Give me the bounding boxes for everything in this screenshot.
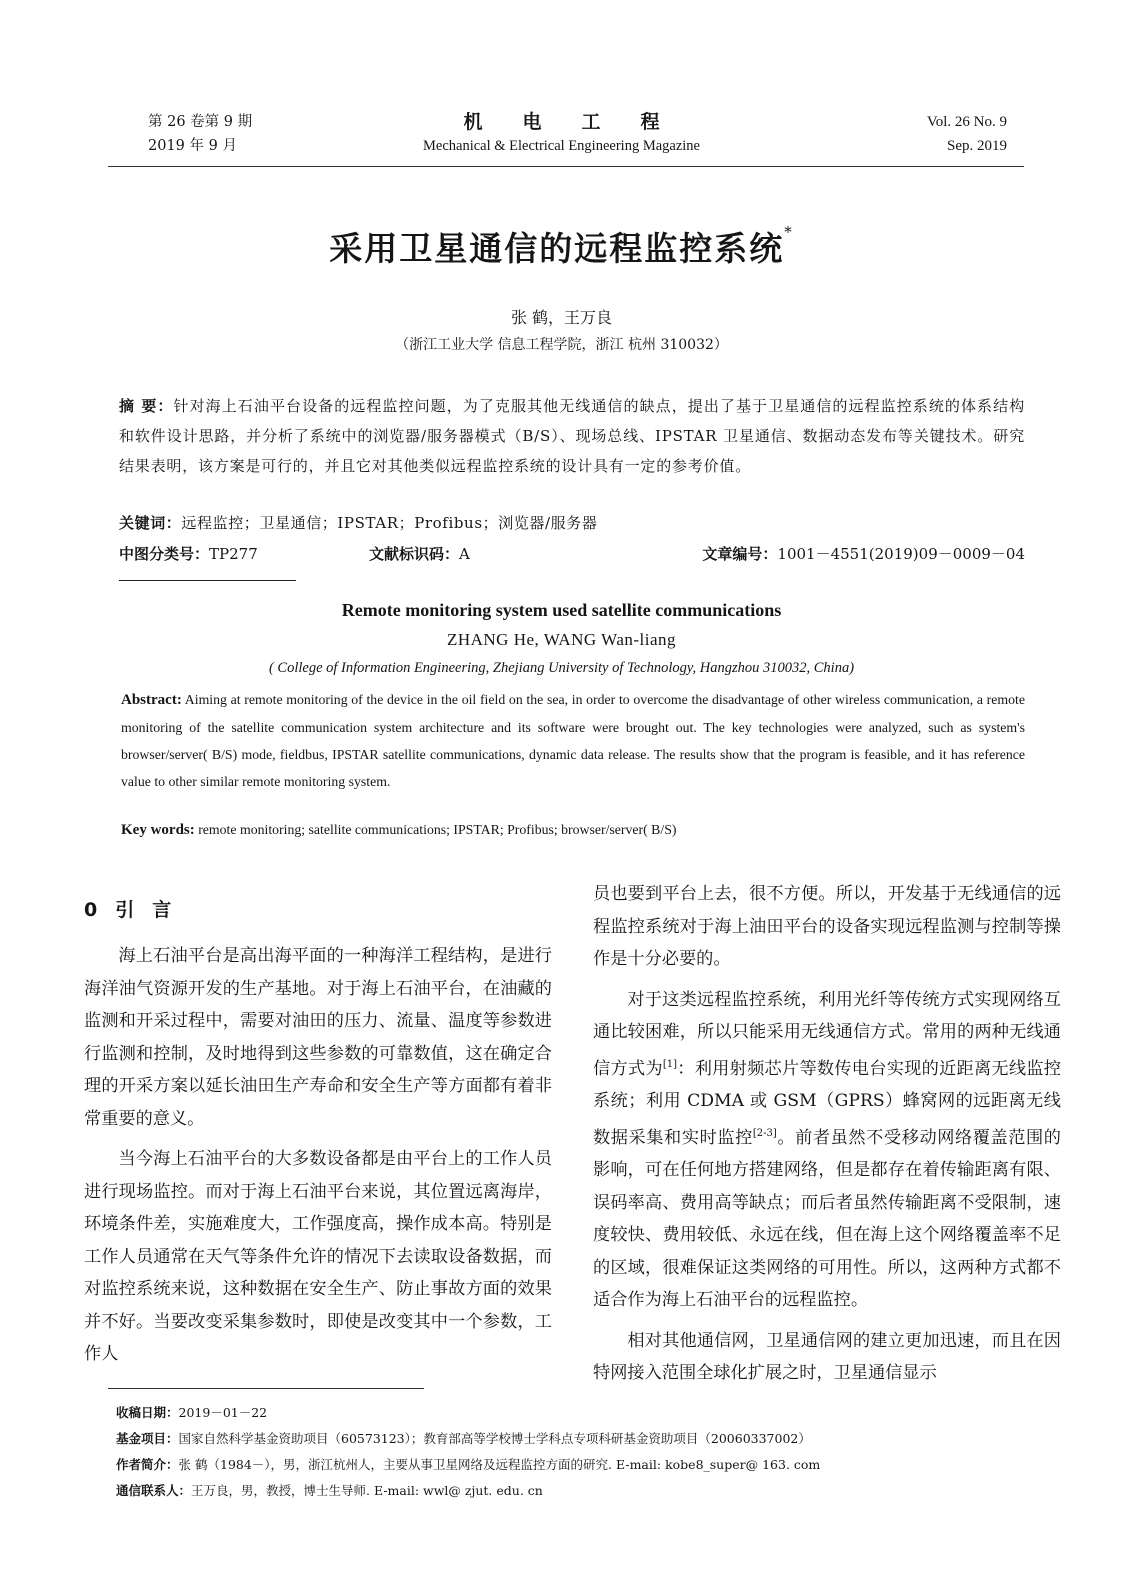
document-code [369,543,470,564]
classification-row [119,543,1025,564]
footnotes [116,1400,1026,1504]
body-column-left [84,900,552,1371]
english-keywords [121,822,676,839]
received-value: 2019－01－22 [178,1405,268,1420]
body-column-right [593,878,1061,1390]
keywords-cn-text: 远程监控；卫星通信；IPSTAR；Profibus；浏览器/服务器 [181,514,598,532]
author-bio-value: 张 鹤（1984－），男，浙江杭州人，主要从事卫星网络及远程监控方面的研究. E-mail: kobe8_super@ 163. com [178,1457,821,1472]
paper-title-text: 采用卫星通信的远程监控系统 [329,229,785,268]
journal-title-cn: 机电工程 [463,111,700,133]
footnote-contact [116,1478,1026,1504]
header-rule [108,166,1024,167]
article-label: 文章编号： [702,545,778,563]
contact-label: 通信联系人： [116,1483,192,1498]
clc-label: 中图分类号： [119,545,210,563]
english-affiliation: ( College of Information Engineering, Zhejiang University of Technology, Hangzhou 310032, China) [268,660,855,676]
english-keywords-label: Key words: [121,822,195,838]
volume-en: Vol. 26 No. 9 [926,114,1007,130]
paragraph-4 [593,984,1061,1317]
section-title: 引言 [115,899,190,921]
fund-label: 基金项目： [116,1431,179,1446]
authors: 张 鹤，王万良 [510,308,613,327]
clc-number [119,545,258,563]
english-abstract [121,686,1025,795]
article-number [702,543,1025,564]
citation-1: [1] [662,1058,677,1070]
english-abstract-label: Abstract: [121,692,182,708]
footnote-author [116,1452,1026,1478]
english-authors: ZHANG He, WANG Wan-liang [446,630,677,649]
english-keywords-text: remote monitoring; satellite communications; IPSTAR; Profibus; browser/server( B/S) [198,822,677,837]
section-rule [119,580,296,581]
abstract-cn [119,391,1025,481]
paragraph-1: 海上石油平台是高出海平面的一种海洋工程结构，是进行海洋油气资源开发的生产基地。对于海上石油平台，在油藏的监测和开采过程中，需要对油田的压力、流量、温度等参数进行监测和控制，及时地得到这些参数的可靠数值，这在确定合理的开采方案以延长油田生产寿命和安全生产等方面都有着非常重要的意义。 [84,946,552,1129]
date-en: Sep. 2019 [947,138,1007,154]
paragraph-3: 员也要到平台上去，很不方便。所以，开发基于无线通信的远程监控系统对于海上油田平台的设备实现远程监测与控制等操作是十分必要的。 [593,884,1061,969]
english-title: Remote monitoring system used satellite communications [341,600,782,620]
abstract-cn-text: 针对海上石油平台设备的远程监控问题，为了克服其他无线通信的缺点，提出了基于卫星通信的远程监控系统的体系结构和软件设计思路，并分析了系统中的浏览器/服务器模式（B/S）、现场总线、IPSTAR 卫星通信、数据动态发布等关键技术。研究结果表明，该方案是可行的，并且它对其他类似远程监控系统的设计具有一定的参考价值。 [119,397,1025,475]
paragraph-2: 当今海上石油平台的大多数设备都是由平台上的工作人员进行现场监控。而对于海上石油平台来说，其位置远离海岸，环境条件差，实施难度大，工作强度高，操作成本高。特别是工作人员通常在天气等条件允许的情况下去读取设备数据，而对监控系统来说，这种数据在安全生产、防止事故方面的效果并不好。当要改变采集参数时，即使是改变其中一个参数，工作人 [84,1149,552,1364]
keywords-cn [119,512,597,533]
footnote-fund [116,1426,1026,1452]
doc-label: 文献标识码： [369,545,460,563]
header-right [927,110,1007,158]
received-label: 收稿日期： [116,1405,179,1420]
contact-value: 王万良，男，教授，博士生导师. E-mail: wwl@ zjut. edu. cn [191,1483,543,1498]
doc-value: A [459,545,470,563]
section-heading [84,900,552,940]
paragraph-4-part-b: ：利用射频芯片等数传电台实现的近距离无线监控系统；利用 CDMA 或 GSM（GPRS）蜂窝网的远距离无线数据采集和实时监控 [593,1058,1061,1148]
clc-value: TP277 [209,545,258,563]
keywords-cn-label: 关键词： [119,514,182,532]
journal-title-en: Mechanical & Electrical Engineering Magazine [423,138,700,154]
affiliation: （浙江工业大学 信息工程学院，浙江 杭州 310032） [395,337,728,353]
paragraph-5: 相对其他通信网，卫星通信网的建立更加迅速，而且在因特网接入范围全球化扩展之时，卫星通信显示 [593,1330,1061,1383]
citation-2: [2-3] [752,1127,777,1139]
paragraph-4-part-c: 。前者虽然不受移动网络覆盖范围的影响，可在任何地方搭建网络，但是都存在着传输距离有限、误码率高、费用高等缺点；而后者虽然传输距离不受限制，速度较快、费用较低、永远在线，但在海上这个网络覆盖率不足的区域，很难保证这类网络的可用性。所以，这两种方式都不适合作为海上石油平台的远程监控。 [593,1127,1061,1310]
section-number: 0 [84,899,98,921]
paper-title [0,223,1123,270]
footnote-received [116,1400,1026,1426]
article-value: 1001－4551(2019)09－0009－04 [777,545,1025,563]
footnote-rule [108,1388,424,1389]
volume-cn: 第 26 卷第 9 期 [148,114,253,130]
english-abstract-text: Aiming at remote monitoring of the device in the oil field on the sea, in order to overcome the disadvantage of other wireless communication, a remote monitoring of the satellite communication system architecture and its software were brought out. The key technologies were analyzed, such as system's browser/server( B/S) mode, fieldbus, IPSTAR satellite communications, dynamic data release. The results show that the program is feasible, and it has reference value to other similar remote monitoring system. [121,692,1025,789]
title-footnote-mark: * [784,223,794,241]
abstract-cn-label: 摘 要： [119,397,174,415]
paragraph-4-part-a: 对于这类远程监控系统，利用光纤等传统方式实现网络互通比较困难，所以只能采用无线通信方式。常用的两种无线通信方式为 [593,989,1061,1079]
date-cn: 2019 年 9 月 [148,138,237,154]
author-bio-label: 作者简介： [116,1457,179,1472]
fund-value: 国家自然科学基金资助项目（60573123）；教育部高等学校博士学科点专项科研基金资助项目（20060337002） [178,1431,811,1446]
